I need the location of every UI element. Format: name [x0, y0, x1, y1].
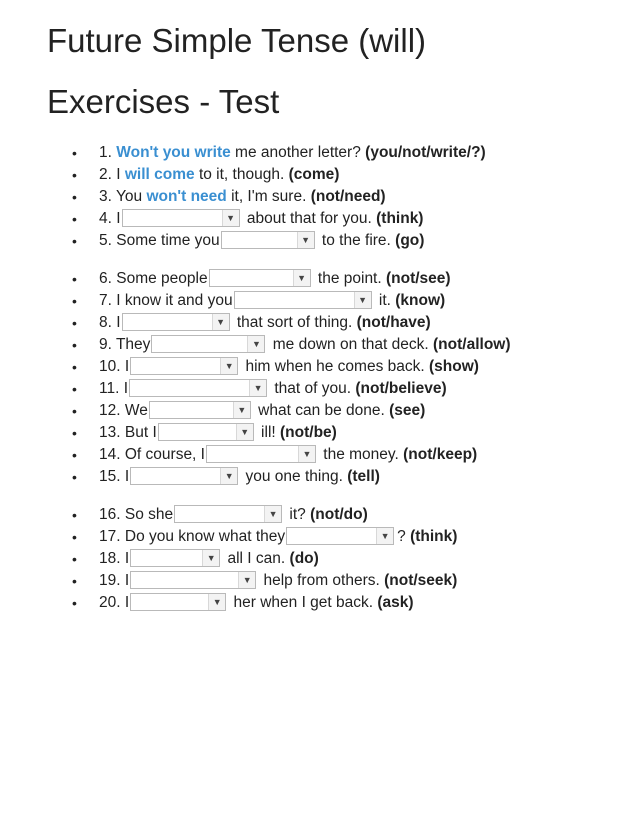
- page-title: Future Simple Tense (will): [47, 22, 427, 59]
- answer-text: will come: [124, 166, 195, 183]
- answer-dropdown[interactable]: [209, 269, 311, 287]
- answer-dropdown[interactable]: [122, 209, 240, 227]
- list-item: • 17. Do you know what they ▼ ? (think): [72, 526, 612, 548]
- exercise-list: [72, 142, 612, 614]
- chevron-down-icon: ▼: [264, 506, 281, 522]
- chevron-down-icon: ▼: [238, 572, 255, 588]
- list-item: • 10. I ▼ him when he comes back. (show): [72, 356, 612, 378]
- list-item: • 6. Some people ▼ the point. (not/see): [72, 268, 612, 290]
- chevron-down-icon: ▼: [236, 424, 253, 440]
- list-item: • 4. I ▼ about that for you. (think): [72, 208, 612, 230]
- answer-dropdown[interactable]: [130, 593, 226, 611]
- chevron-down-icon: ▼: [233, 402, 250, 418]
- answer-dropdown[interactable]: [122, 313, 230, 331]
- answer-dropdown[interactable]: [234, 291, 372, 309]
- answer-dropdown[interactable]: [158, 423, 254, 441]
- list-item: • 9. They ▼ me down on that deck. (not/allow): [72, 334, 612, 356]
- answer-dropdown[interactable]: [130, 549, 220, 567]
- answer-dropdown[interactable]: [221, 231, 315, 249]
- list-item: • 16. So she ▼ it? (not/do): [72, 504, 612, 526]
- list-item: • 3. You won't need it, I'm sure. (not/need): [72, 186, 612, 208]
- answer-dropdown[interactable]: [130, 357, 238, 375]
- list-item: • 1. Won't you write me another letter? (you/not/write/?): [72, 142, 612, 164]
- chevron-down-icon: ▼: [354, 292, 371, 308]
- chevron-down-icon: ▼: [208, 594, 225, 610]
- chevron-down-icon: ▼: [202, 550, 219, 566]
- answer-dropdown[interactable]: [206, 445, 316, 463]
- list-item: • 19. I ▼ help from others. (not/seek): [72, 570, 612, 592]
- answer-dropdown[interactable]: [129, 379, 267, 397]
- answer-text: won't need: [146, 188, 227, 205]
- list-item: • 7. I know it and you ▼ it. (know): [72, 290, 612, 312]
- chevron-down-icon: ▼: [222, 210, 239, 226]
- list-item: • 12. We ▼ what can be done. (see): [72, 400, 612, 422]
- list-item: • 13. But I ▼ ill! (not/be): [72, 422, 612, 444]
- chevron-down-icon: ▼: [220, 468, 237, 484]
- list-item: • 18. I ▼ all I can. (do): [72, 548, 612, 570]
- chevron-down-icon: ▼: [212, 314, 229, 330]
- answer-dropdown[interactable]: [151, 335, 265, 353]
- answer-dropdown[interactable]: [174, 505, 282, 523]
- chevron-down-icon: ▼: [247, 336, 264, 352]
- chevron-down-icon: ▼: [249, 380, 266, 396]
- list-item: • 20. I ▼ her when I get back. (ask): [72, 592, 612, 614]
- page-subtitle: Exercises - Test: [47, 83, 280, 120]
- answer-dropdown[interactable]: [286, 527, 394, 545]
- list-item: • 5. Some time you ▼ to the fire. (go): [72, 230, 612, 252]
- list-item: • 8. I ▼ that sort of thing. (not/have): [72, 312, 612, 334]
- hint-text: (not/need): [310, 188, 386, 205]
- answer-dropdown[interactable]: [149, 401, 251, 419]
- answer-text: Won't you write: [116, 144, 231, 161]
- list-item: • 11. I ▼ that of you. (not/believe): [72, 378, 612, 400]
- answer-dropdown[interactable]: [130, 467, 238, 485]
- chevron-down-icon: ▼: [220, 358, 237, 374]
- hint-text: (you/not/write/?): [365, 144, 486, 161]
- hint-text: (come): [288, 166, 340, 183]
- answer-dropdown[interactable]: [130, 571, 256, 589]
- list-item: • 14. Of course, I ▼ the money. (not/keep): [72, 444, 612, 466]
- chevron-down-icon: ▼: [298, 446, 315, 462]
- chevron-down-icon: ▼: [376, 528, 393, 544]
- chevron-down-icon: ▼: [293, 270, 310, 286]
- list-item: • 2. I will come to it, though. (come): [72, 164, 612, 186]
- chevron-down-icon: ▼: [297, 232, 314, 248]
- list-item: • 15. I ▼ you one thing. (tell): [72, 466, 612, 488]
